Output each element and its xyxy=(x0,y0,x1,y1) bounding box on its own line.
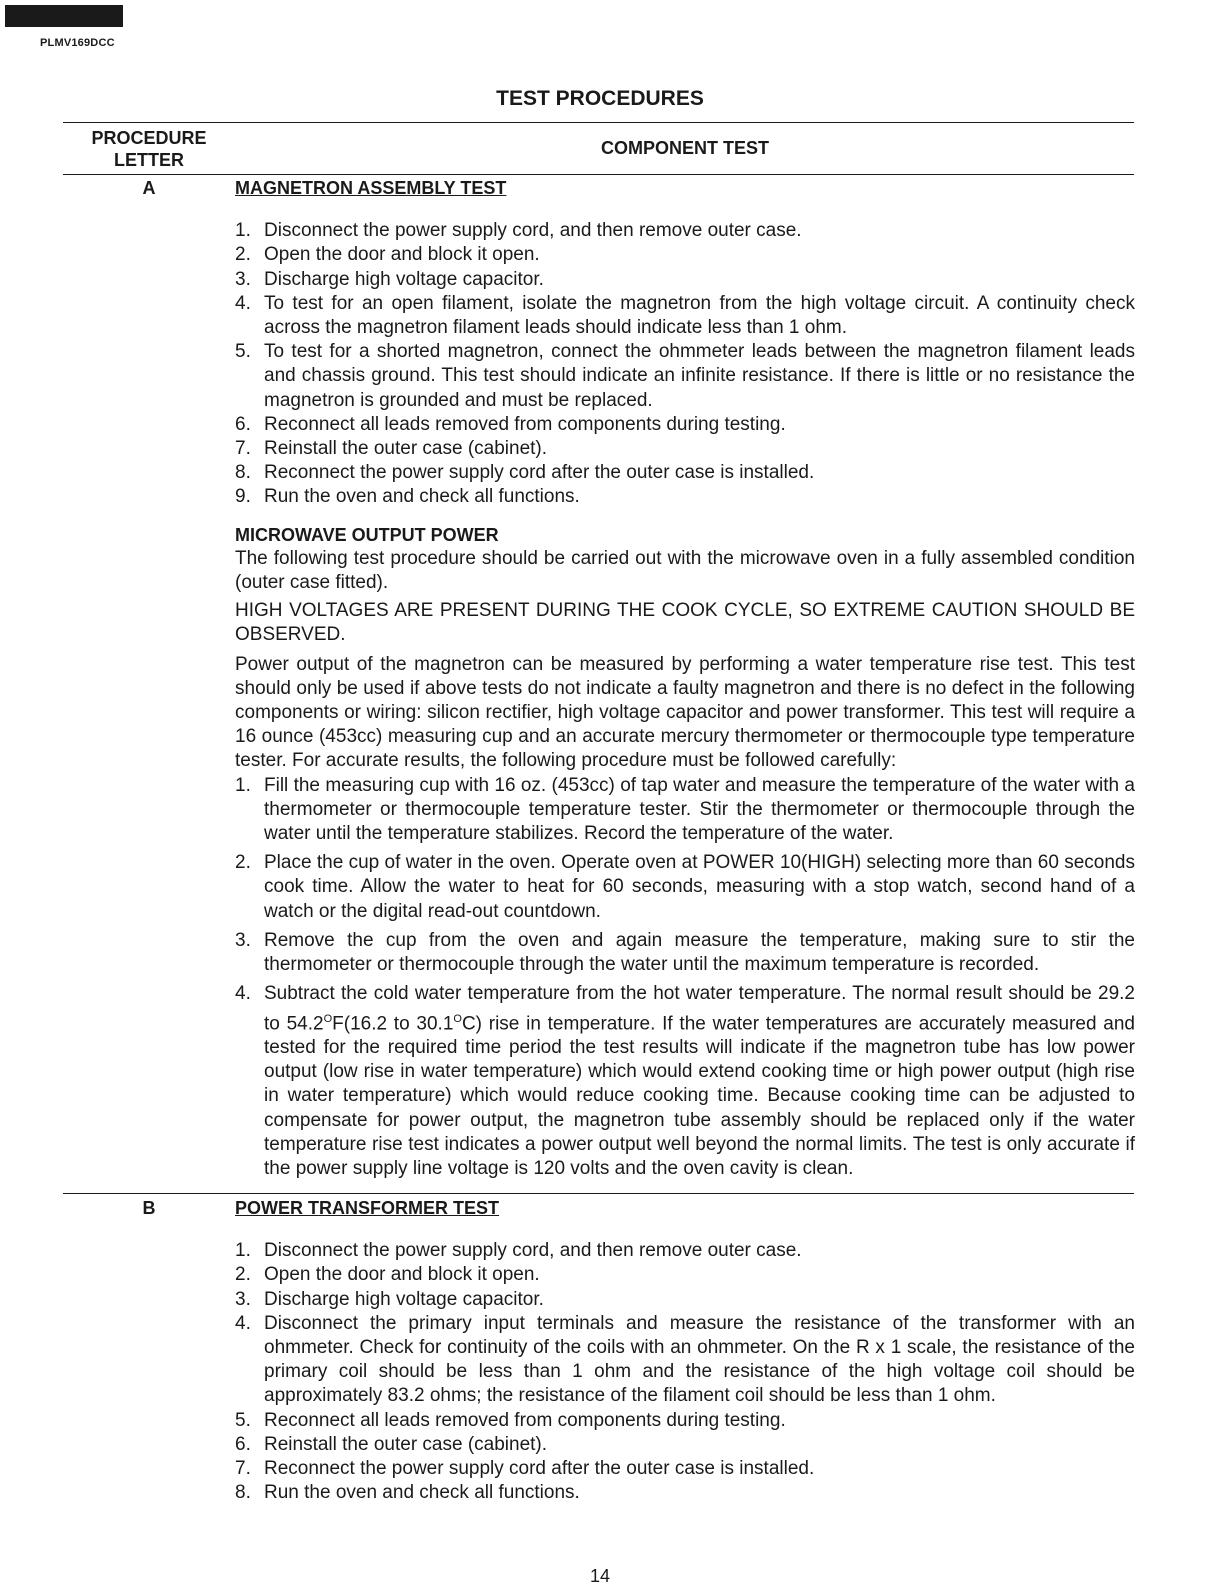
section-b-steps xyxy=(235,1239,1135,1505)
header-black-bar xyxy=(5,5,123,27)
section-b-rule xyxy=(63,1193,1134,1194)
high-voltage-warning: HIGH VOLTAGES ARE PRESENT DURING THE COOK CYCLE, SO EXTREME CAUTION SHOULD BE OBSERVED. xyxy=(235,600,1135,646)
list-item xyxy=(235,219,1135,243)
microwave-output-heading: MICROWAVE OUTPUT POWER xyxy=(235,524,499,545)
step-number: 5. xyxy=(235,341,251,363)
list-item xyxy=(235,1433,1135,1457)
section-a-steps xyxy=(235,219,1135,509)
model-number: PLMV169DCC xyxy=(40,37,115,49)
section-a-heading: MAGNETRON ASSEMBLY TEST xyxy=(235,178,507,198)
list-item xyxy=(235,1239,1135,1263)
list-item xyxy=(235,461,1135,485)
step-text: Reconnect all leads removed from components during testing. xyxy=(264,1409,786,1431)
step-number: 7. xyxy=(235,1458,251,1480)
procedure-letter-a: A xyxy=(142,178,156,198)
step-number: 2. xyxy=(235,1264,251,1286)
section-b xyxy=(235,1196,1135,1505)
step-text: To test for an open filament, isolate the magnetron from the high voltage circuit. A continuity check across the magnetron filament leads should indicate less than 1 ohm. xyxy=(264,292,1135,339)
step-text: Disconnect the power supply cord, and then remove outer case. xyxy=(264,1240,802,1262)
step-text: Reconnect the power supply cord after the outer case is installed. xyxy=(264,1458,815,1480)
step-text: Open the door and block it open. xyxy=(264,1264,540,1286)
step-text: Reconnect all leads removed from components during testing. xyxy=(264,413,786,435)
step-number: 8. xyxy=(235,462,251,484)
step-number: 1. xyxy=(235,1240,251,1262)
step-text-part: C) rise in temperature. If the water temperatures are accurately measured and tested for the required time period the test results will indicate if the magnetron tube has low power output (low rise in water temperature) which would extend cooking time or high power output (high rise in water temperature) which would reduce cooking time. Because cooking time can be adjusted to compensate for power output, the magnetron tube assembly should be replaced only if the water temperature rise test indicates a power output well beyond the normal limits. The test is only accurate if the power supply line voltage is 120 volts and the oven cavity is clean. xyxy=(264,1012,1136,1180)
list-item xyxy=(235,982,1135,1181)
procedure-letter-header xyxy=(63,127,235,171)
step-number: 4. xyxy=(235,1312,251,1334)
step-number: 5. xyxy=(235,1409,251,1431)
output-paragraph: Power output of the magnetron can be measured by performing a water temperature rise test. This test should only be used if above tests do not indicate a faulty magnetron and there is no defect in the following components or wiring: silicon rectifier, high voltage capacitor and power transformer. This test will require a 16 ounce (453cc) measuring cup and an accurate mercury thermometer or thermocouple type temperature tester. For accurate results, the following procedure must be followed carefully: xyxy=(235,653,1135,772)
step-number: 2. xyxy=(235,852,251,874)
step-number: 4. xyxy=(235,983,251,1005)
step-text: Discharge high voltage capacitor. xyxy=(264,268,544,290)
section-b-heading: POWER TRANSFORMER TEST xyxy=(235,1198,499,1218)
list-item xyxy=(235,1457,1135,1481)
step-number: 3. xyxy=(235,1288,251,1310)
step-text: Remove the cup from the oven and again measure the temperature, making sure to stir the thermometer or thermocouple through the water until the maximum temperature is recorded. xyxy=(264,929,1135,976)
degree-superscript: O xyxy=(323,1012,333,1025)
step-number: 1. xyxy=(235,774,251,796)
section-a xyxy=(235,176,1135,1181)
procedure-letter-header-line2: LETTER xyxy=(114,150,184,170)
list-item xyxy=(235,774,1135,847)
step-number: 6. xyxy=(235,413,251,435)
step-text: Reconnect the power supply cord after the outer case is installed. xyxy=(264,462,815,484)
step-number: 8. xyxy=(235,1482,251,1504)
step-text-part: Subtract the cold water temperature from the hot water temperature. The normal result should be 29.2 to 54.2 xyxy=(264,983,1135,1034)
table-top-rule xyxy=(63,122,1134,123)
list-item xyxy=(235,340,1135,413)
list-item xyxy=(235,929,1135,977)
degree-superscript: O xyxy=(453,1012,462,1025)
step-text: Disconnect the primary input terminals and measure the resistance of the transformer with an ohmmeter. Check for continuity of the coils with an ohmmeter. On the R x 1 scale, the resistance of the primary coil should be less than 1 ohm and the resistance of the high voltage coil should be approximately 83.2 ohms; the resistance of the filament coil should be less than 1 ohm. xyxy=(264,1312,1135,1407)
list-item xyxy=(235,1312,1135,1409)
step-number: 6. xyxy=(235,1433,251,1455)
step-text: Run the oven and check all functions. xyxy=(264,1482,580,1504)
list-item xyxy=(235,851,1135,924)
step-number: 2. xyxy=(235,244,251,266)
step-number: 3. xyxy=(235,268,251,290)
step-number: 7. xyxy=(235,438,251,460)
list-item xyxy=(235,1481,1135,1505)
list-item xyxy=(235,1409,1135,1433)
step-number: 3. xyxy=(235,929,251,951)
step-number: 4. xyxy=(235,292,251,314)
procedure-letter-b: B xyxy=(142,1198,156,1218)
output-intro: The following test procedure should be carried out with the microwave oven in a fully assembled condition (outer case fitted). xyxy=(235,547,1135,594)
step-number: 1. xyxy=(235,220,251,242)
step-text: Reinstall the outer case (cabinet). xyxy=(264,438,548,460)
list-item xyxy=(235,1263,1135,1287)
page-title: TEST PROCEDURES xyxy=(496,87,704,110)
step-text: To test for a shorted magnetron, connect the ohmmeter leads between the magnetron filament leads and chassis ground. This test should indicate an infinite resistance. If there is little or no resistance the magnetron is grounded and must be replaced. xyxy=(264,341,1135,411)
step-text: Disconnect the power supply cord, and then remove outer case. xyxy=(264,220,802,242)
table-header-rule xyxy=(63,174,1134,175)
step-text: Fill the measuring cup with 16 oz. (453cc) of tap water and measure the temperature of the water with a thermometer or thermocouple temperature tester. Stir the thermometer or thermocouple through the water until the temperature stabilizes. Record the temperature of the water. xyxy=(264,774,1135,845)
output-steps xyxy=(235,774,1135,1182)
component-test-header: COMPONENT TEST xyxy=(600,138,769,158)
step-text: Discharge high voltage capacitor. xyxy=(264,1288,544,1310)
list-item xyxy=(235,485,1135,509)
list-item xyxy=(235,292,1135,340)
step-text-part: F(16.2 to 30.1 xyxy=(332,1012,454,1034)
procedure-letter-header-line1: PROCEDURE xyxy=(91,128,207,148)
step-text: Reinstall the outer case (cabinet). xyxy=(264,1433,548,1455)
page-number: 14 xyxy=(589,1566,611,1586)
list-item xyxy=(235,437,1135,461)
list-item xyxy=(235,243,1135,267)
step-text: Open the door and block it open. xyxy=(264,244,540,266)
list-item xyxy=(235,268,1135,292)
step-text: Place the cup of water in the oven. Operate oven at POWER 10(HIGH) selecting more than 60 seconds cook time. Allow the water to heat for 60 seconds, measuring with a stop watch, second hand of a watch or the digital read-out countdown. xyxy=(264,852,1135,922)
step-number: 9. xyxy=(235,486,251,508)
step-text: Run the oven and check all functions. xyxy=(264,486,580,508)
list-item xyxy=(235,413,1135,437)
list-item xyxy=(235,1288,1135,1312)
